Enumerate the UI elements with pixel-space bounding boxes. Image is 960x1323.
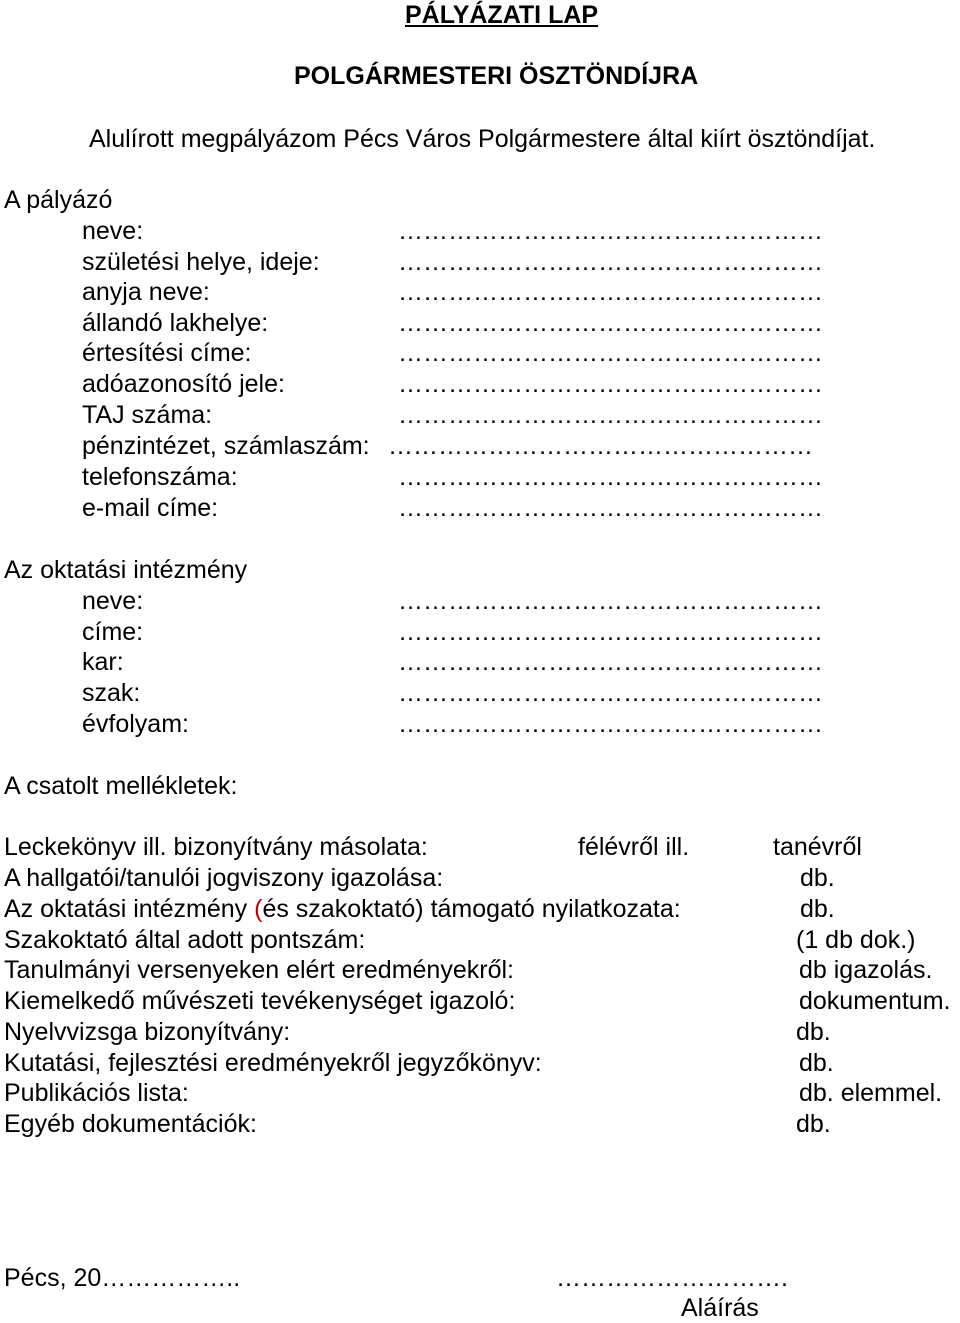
mother-name-label: anyja neve: <box>82 278 210 306</box>
birth-place-date-label: születési helye, ideje: <box>82 248 320 276</box>
attachment-count: db. elemmel. <box>799 1079 943 1107</box>
year-label: évfolyam: <box>82 710 189 738</box>
email-field[interactable]: …………………………………………… <box>398 494 823 522</box>
faculty-label: kar: <box>82 648 124 676</box>
attachment-label: Tanulmányi versenyeken elért eredményekről: <box>4 956 514 984</box>
major-label: szak: <box>82 679 141 707</box>
notification-address-label: értesítési címe: <box>82 339 252 367</box>
signature-line[interactable]: ………………………. <box>556 1264 788 1292</box>
attachment-label: Kutatási, fejlesztési eredményekről jegyzőkönyv: <box>4 1049 542 1077</box>
attachment-count: dokumentum. <box>799 987 951 1015</box>
page-subtitle: POLGÁRMESTERI ÖSZTÖNDÍJRA <box>294 62 699 90</box>
intro-text: Alulírott megpályázom Pécs Város Polgármestere által kiírt ösztöndíjat. <box>89 125 876 153</box>
attachment-count: tanévről <box>773 833 862 861</box>
bank-account-label: pénzintézet, számlaszám: <box>82 432 370 460</box>
attachment-count: db. <box>800 895 835 923</box>
attachment-label: Nyelvvizsga bizonyítvány: <box>4 1018 291 1046</box>
attachment-label-part: Az oktatási intézmény <box>4 895 255 923</box>
attachment-semester: félévről ill. <box>578 833 690 861</box>
permanent-address-field[interactable]: …………………………………………… <box>398 309 823 337</box>
attachment-count: db. <box>796 1110 831 1138</box>
bank-account-field[interactable]: …………………………………………… <box>388 432 813 460</box>
attachment-label: Kiemelkedő művészeti tevékenységet igazoló: <box>4 987 516 1015</box>
attachment-count: db. <box>800 864 835 892</box>
tax-id-label: adóazonosító jele: <box>82 370 285 398</box>
institution-address-label: címe: <box>82 618 144 646</box>
mother-name-field[interactable]: …………………………………………… <box>398 278 823 306</box>
institution-name-label: neve: <box>82 587 144 615</box>
attachment-label: Szakoktató által adott pontszám: <box>4 926 366 954</box>
attachment-count: (1 db dok.) <box>796 926 916 954</box>
phone-label: telefonszáma: <box>82 463 238 491</box>
faculty-field[interactable]: …………………………………………… <box>398 648 823 676</box>
attachment-label: Publikációs lista: <box>4 1079 189 1107</box>
applicant-heading: A pályázó <box>4 186 113 214</box>
attachment-count: db. <box>796 1018 831 1046</box>
permanent-address-label: állandó lakhelye: <box>82 309 269 337</box>
applicant-name-field[interactable]: …………………………………………… <box>398 217 823 245</box>
institution-address-field[interactable]: …………………………………………… <box>398 618 823 646</box>
phone-field[interactable]: …………………………………………… <box>398 463 823 491</box>
attachment-label-red-paren: ( <box>254 895 263 923</box>
year-field[interactable]: …………………………………………… <box>398 710 823 738</box>
page-title: PÁLYÁZATI LAP <box>405 1 599 29</box>
attachment-label: A hallgatói/tanulói jogviszony igazolása: <box>4 864 444 892</box>
attachment-label <box>4 894 681 924</box>
applicant-name-label: neve: <box>82 217 144 245</box>
tax-id-field[interactable]: …………………………………………… <box>398 370 823 398</box>
birth-place-date-field[interactable]: …………………………………………… <box>398 248 823 276</box>
major-field[interactable]: …………………………………………… <box>398 679 823 707</box>
attachment-label: Egyéb dokumentációk: <box>4 1110 257 1138</box>
attachments-heading: A csatolt mellékletek: <box>4 772 238 800</box>
taj-number-field[interactable]: …………………………………………… <box>398 401 823 429</box>
attachment-label-part: és szakoktató) támogató nyilatkozata: <box>262 895 681 923</box>
attachment-count: db. <box>799 1049 834 1077</box>
institution-heading: Az oktatási intézmény <box>4 556 248 584</box>
taj-number-label: TAJ száma: <box>82 401 213 429</box>
notification-address-field[interactable]: …………………………………………… <box>398 339 823 367</box>
attachment-label: Leckekönyv ill. bizonyítvány másolata: <box>4 833 428 861</box>
institution-name-field[interactable]: …………………………………………… <box>398 587 823 615</box>
attachment-count: db igazolás. <box>799 956 933 984</box>
email-label: e-mail címe: <box>82 494 219 522</box>
signature-label: Aláírás <box>681 1294 759 1322</box>
place-date-field[interactable]: Pécs, 20…………….. <box>4 1264 241 1292</box>
